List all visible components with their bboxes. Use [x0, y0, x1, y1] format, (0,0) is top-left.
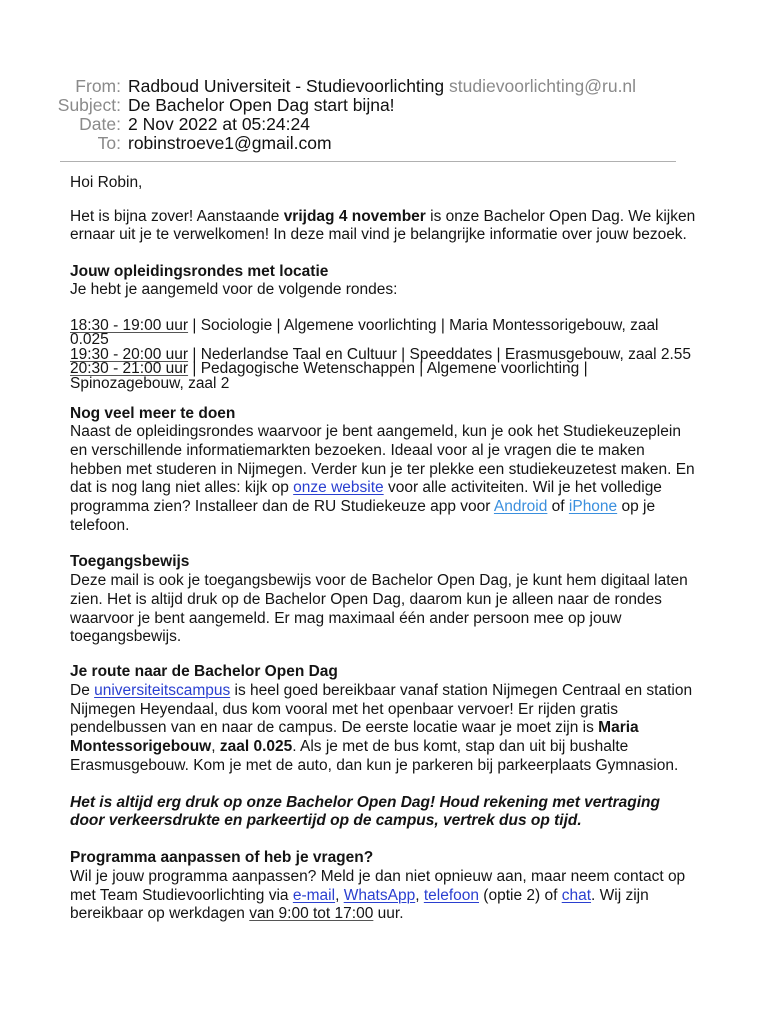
whatsapp-link[interactable]: WhatsApp [343, 886, 416, 904]
round-time[interactable]: 18:30 - 19:00 uur [70, 316, 189, 334]
opening-hours[interactable]: van 9:00 tot 17:00 [249, 905, 374, 923]
body-text: . Wij zijn [591, 886, 649, 904]
body-text: (optie 2) of [479, 886, 562, 904]
ticket-line [70, 591, 695, 610]
body-text: Deze mail is ook je toegangsbewijs voor de Bachelor Open Dag, je kunt hem digitaal laten [70, 572, 688, 590]
contact-line [70, 887, 695, 906]
warning-line: Het is altijd erg druk op onze Bachelor Open Dag! Houd rekening met vertraging [70, 793, 660, 811]
body-text: pendelbussen van en naar de campus. De eerste locatie waar je moet zijn is [70, 719, 599, 737]
body-text: waarvoor je bent aangemeld. Er mag maximaal één ander persoon mee op jouw [70, 609, 622, 627]
rounds-heading: Jouw opleidingsrondes met locatie [70, 262, 329, 280]
first-location: Montessorigebouw [70, 738, 212, 756]
round-time[interactable]: 19:30 - 20:00 uur [70, 345, 189, 363]
activities-heading: Nog veel meer te doen [70, 404, 236, 422]
body-text: bereikbaar op werkdagen [70, 905, 250, 923]
website-link[interactable]: onze website [293, 479, 384, 497]
email-link[interactable]: e-mail [292, 886, 336, 904]
activities-line [70, 442, 695, 461]
ticket-heading: Toegangsbewijs [70, 553, 190, 571]
first-location: Maria [598, 719, 639, 737]
date-value: 2 Nov 2022 at 05:24:24 [128, 113, 310, 134]
from-value [128, 77, 636, 96]
route-line [70, 738, 695, 757]
contact-section [70, 849, 695, 924]
body-text: Naast de opleidingsrondes waarvoor je bent aangemeld, kun je ook het Studiekeuzeplein [70, 423, 681, 441]
ticket-line [70, 628, 695, 647]
from-label: From: [75, 75, 121, 96]
body-text: programma zien? Installeer dan de RU Studiekeuze app voor [70, 498, 494, 516]
subject-row [0, 96, 636, 115]
chat-link[interactable]: chat [561, 886, 592, 904]
to-row [0, 134, 636, 153]
greeting-line: Hoi Robin, [70, 173, 143, 191]
campus-link[interactable]: universiteitscampus [94, 682, 231, 700]
rounds-intro: Je hebt je aangemeld voor de volgende rondes: [70, 281, 398, 299]
warning-line: door verkeersdrukte en parkeertijd op de campus, vertrek dus op tijd. [70, 812, 582, 830]
route-line [70, 682, 695, 701]
intro-line [70, 226, 695, 245]
intro-text: ernaar uit je te verwelkomen! In deze mail vind je belangrijke informatie over jouw bezoek. [70, 226, 687, 244]
open-day-date: vrijdag 4 november [283, 207, 426, 225]
subject-label: Subject: [57, 94, 121, 115]
round-line [70, 316, 695, 334]
contact-line [70, 868, 695, 887]
activities-section [70, 405, 695, 536]
round-details: Spinozagebouw, zaal 2 [70, 375, 230, 393]
round-line [70, 377, 695, 392]
body-text: en verschillende informatiemarkten bezoeken. Ideaal voor al je vragen die te maken [70, 442, 645, 459]
traffic-warning [70, 794, 695, 831]
route-section [70, 663, 695, 775]
body-text: toegangsbewijs. [70, 628, 182, 646]
intro-text: is onze Bachelor Open Dag. We kijken [425, 207, 696, 225]
iphone-app-link[interactable]: iPhone [568, 498, 618, 516]
round-details: | Pedagogische Wetenschappen | Algemene voorlichting | [188, 360, 588, 378]
ticket-line [70, 572, 695, 591]
body-text: , [335, 886, 344, 904]
rounds-section-header [70, 263, 695, 300]
android-app-link[interactable]: Android [493, 498, 548, 516]
body-text: Erasmusgebouw. Kom je met de auto, dan kun je parkeren bij parkeerplaats Gymnasion. [70, 756, 679, 774]
contact-line [70, 905, 695, 924]
mail-body [70, 174, 695, 924]
body-text: , [415, 886, 424, 904]
mail-headers [0, 77, 636, 153]
sender-name[interactable]: Radboud Universiteit - Studievoorlichting [128, 75, 445, 96]
to-label: To: [97, 132, 121, 153]
round-details: | Sociologie | Algemene voorlichting | Maria Montessorigebouw, zaal [188, 316, 659, 334]
greeting [70, 174, 695, 193]
activities-line [70, 479, 695, 498]
body-text: voor alle activiteiten. Wil je het volledige [383, 479, 662, 497]
rounds-list [70, 316, 695, 393]
route-line [70, 719, 695, 738]
body-text: met Team Studievoorlichting via [70, 886, 293, 904]
body-text: Wil je jouw programma aanpassen? Meld je dan niet opnieuw aan, maar neem contact op [70, 867, 686, 885]
first-room: zaal 0.025 [219, 738, 293, 756]
activities-line [70, 498, 695, 517]
phone-link[interactable]: telefoon [423, 886, 479, 904]
activities-line [70, 461, 695, 480]
round-time[interactable]: 20:30 - 21:00 uur [70, 360, 189, 378]
body-text: zien. Het is altijd druk op de Bachelor Open Dag, daarom kun je alleen naar de rondes [70, 590, 662, 608]
activities-line [70, 423, 695, 442]
round-details: 0.025 [70, 331, 109, 349]
body-text: hebben met studeren in Nijmegen. Verder kun je ter plekke een studiekeuzetest maken. En [70, 460, 695, 478]
date-label: Date: [79, 113, 121, 134]
route-heading: Je route naar de Bachelor Open Dag [70, 663, 338, 681]
contact-heading: Programma aanpassen of heb je vragen? [70, 849, 374, 867]
body-text: dat is nog lang niet alles: kijk op [70, 479, 294, 497]
intro-paragraph [70, 208, 695, 245]
activities-line [70, 517, 695, 536]
body-text: op je [617, 498, 656, 516]
recipient-address[interactable]: robinstroeve1@gmail.com [128, 132, 332, 153]
sender-email[interactable]: studievoorlichting@ru.nl [449, 75, 637, 96]
route-line [70, 757, 695, 776]
body-text: . Als je met de bus komt, stap dan uit bij bushalte [292, 738, 629, 756]
subject-value: De Bachelor Open Dag start bijna! [128, 94, 395, 115]
date-row [0, 115, 636, 134]
ticket-line [70, 610, 695, 629]
body-text: of [547, 498, 569, 516]
intro-line [70, 208, 695, 227]
body-text: telefoon. [70, 516, 130, 534]
body-text: De [70, 682, 95, 700]
from-row [0, 77, 636, 96]
body-text: , [211, 738, 220, 756]
body-text: is heel goed bereikbaar vanaf station Nijmegen Centraal en station [230, 682, 693, 700]
round-details: | Nederlandse Taal en Cultuur | Speeddates | Erasmusgebouw, zaal 2.55 [188, 345, 692, 363]
route-line [70, 701, 695, 720]
intro-text: Het is bijna zover! Aanstaande [70, 207, 284, 225]
body-text: Nijmegen Heyendaal, dus kom vooral met het openbaar vervoer! Er rijden gratis [70, 700, 618, 718]
body-text: uur. [373, 905, 404, 923]
header-divider [60, 161, 676, 162]
ticket-section [70, 553, 695, 646]
